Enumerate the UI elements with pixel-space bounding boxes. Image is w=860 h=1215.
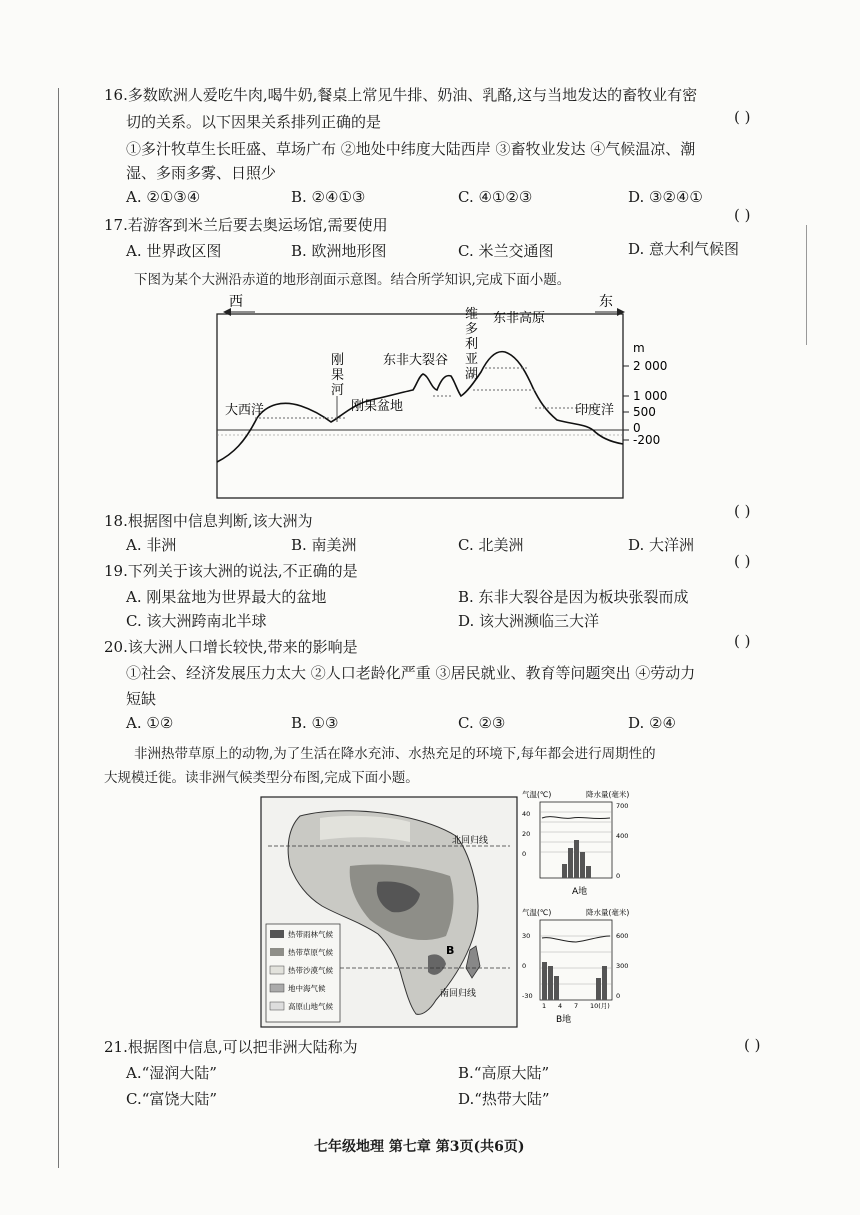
tropic-north-label: 北回归线 <box>452 836 489 846</box>
chart-b-month: 4 <box>558 1002 563 1010</box>
congo-basin-label: 刚果盆地 <box>351 399 404 414</box>
q21-option-a[interactable]: A.“湿润大陆” <box>126 1064 217 1082</box>
legend-swatch-desert <box>270 966 284 974</box>
q19-option-b[interactable]: B. 东非大裂谷是因为板块张裂而成 <box>458 588 689 606</box>
legend-swatch-savanna <box>270 948 284 956</box>
chart-b-bar <box>596 978 601 1000</box>
q18-answer-paren[interactable]: ( ) <box>734 502 751 520</box>
legend-swatch-highland <box>270 1002 284 1010</box>
q20-option-b[interactable]: B. ①③ <box>291 714 339 732</box>
q16-option-b[interactable]: B. ②④①③ <box>291 188 366 206</box>
chart-a-temp-label: 气温(℃) <box>522 790 552 799</box>
terrain-profile-line <box>217 352 623 462</box>
chart-b-tick: -30 <box>522 992 533 1000</box>
legend-label-mediterranean: 地中海气候 <box>288 984 326 993</box>
chart-b-month: 1 <box>542 1002 547 1010</box>
chart-a-tick: 0 <box>616 872 621 880</box>
plateau-label: 东非高原 <box>493 311 546 326</box>
chart-b-tick: 300 <box>616 962 629 970</box>
q17-option-a[interactable]: A. 世界政区图 <box>126 242 222 260</box>
q18-option-c[interactable]: C. 北美洲 <box>458 536 524 554</box>
q21-option-d[interactable]: D.“热带大陆” <box>458 1090 550 1108</box>
scan-edge <box>806 225 807 345</box>
q18-stem: 18.根据图中信息判断,该大洲为 <box>104 512 313 530</box>
east-arrow-head <box>617 308 625 316</box>
q16-option-d[interactable]: D. ③②④① <box>628 188 703 206</box>
q21-answer-paren[interactable]: ( ) <box>744 1036 761 1054</box>
climate-chart-a <box>520 788 640 898</box>
climate-chart-b <box>520 906 640 1026</box>
unit-label: m <box>633 341 645 355</box>
chart-a-bar <box>574 840 579 878</box>
q17-option-b[interactable]: B. 欧洲地形图 <box>291 242 387 260</box>
q20-stem: 20.该大洲人口增长较快,带来的影响是 <box>104 638 358 656</box>
tropic-south-label: 南回归线 <box>440 989 477 999</box>
atlantic-label: 大西洋 <box>225 403 265 418</box>
profile-intro: 下图为某个大洲沿赤道的地形剖面示意图。结合所学知识,完成下面小题。 <box>134 272 571 288</box>
rift-label: 东非大裂谷 <box>383 353 449 368</box>
legend-label-highland: 高原山地气候 <box>288 1002 333 1011</box>
chart-b-precip-label: 降水量(毫米) <box>586 908 630 917</box>
q17-answer-paren[interactable]: ( ) <box>734 206 751 224</box>
q21-option-c[interactable]: C.“富饶大陆” <box>126 1090 218 1108</box>
tick-label-1000: 1 000 <box>633 389 668 403</box>
congo-river-label: 刚果河 <box>331 353 345 398</box>
chart-b-tick: 0 <box>616 992 621 1000</box>
q19-option-d[interactable]: D. 该大洲濒临三大洋 <box>458 612 600 630</box>
q20-option-c[interactable]: C. ②③ <box>458 714 506 732</box>
q16-stem-line2: 切的关系。以下因果关系排列正确的是 <box>126 113 382 131</box>
q17-option-c[interactable]: C. 米兰交通图 <box>458 242 554 260</box>
chart-b-tick: 600 <box>616 932 629 940</box>
q20-option-d[interactable]: D. ②④ <box>628 714 676 732</box>
chart-a-tick: 400 <box>616 832 629 840</box>
chart-a-precip-label: 降水量(毫米) <box>586 790 630 799</box>
q17-option-d[interactable]: D. 意大利气候图 <box>628 240 740 258</box>
topographic-profile-figure <box>205 292 675 500</box>
q18-option-d[interactable]: D. 大洋洲 <box>628 536 695 554</box>
west-label: 西 <box>229 294 243 310</box>
indian-label: 印度洋 <box>575 403 615 418</box>
profile-frame <box>217 314 623 498</box>
climate-intro-line1: 非洲热带草原上的动物,为了生活在降水充沛、水热充足的环境下,每年都会进行周期性的 <box>134 746 656 762</box>
q20-option-a[interactable]: A. ①② <box>126 714 174 732</box>
q20-factors-line1: ①社会、经济发展压力太大 ②人口老龄化严重 ③居民就业、教育等问题突出 ④劳动力 <box>126 664 696 682</box>
victoria-label: 维多利亚湖 <box>465 307 479 382</box>
chart-a-bar <box>580 852 585 878</box>
tick-label-500: 500 <box>633 405 656 419</box>
tick-label-neg200: -200 <box>633 433 661 447</box>
legend-label-rainforest: 热带雨林气候 <box>288 930 333 939</box>
chart-b-title: B地 <box>556 1015 572 1025</box>
q21-stem: 21.根据图中信息,可以把非洲大陆称为 <box>104 1038 358 1056</box>
q17-stem: 17.若游客到米兰后要去奥运场馆,需要使用 <box>104 216 388 234</box>
binding-edge <box>58 88 59 1168</box>
q19-answer-paren[interactable]: ( ) <box>734 552 751 570</box>
q18-option-b[interactable]: B. 南美洲 <box>291 536 357 554</box>
legend-label-desert: 热带沙漠气候 <box>288 966 333 975</box>
chart-b-bar <box>548 966 553 1000</box>
q16-factors-line1: ①多汁牧草生长旺盛、草场广布 ②地处中纬度大陆西岸 ③畜牧业发达 ④气候温凉、潮 <box>126 140 696 158</box>
chart-a-tick: 40 <box>522 810 531 818</box>
q21-option-b[interactable]: B.“高原大陆” <box>458 1064 550 1082</box>
chart-b-month: 7 <box>574 1002 579 1010</box>
africa-climate-map <box>260 796 518 1028</box>
q20-factors-line2: 短缺 <box>126 690 157 708</box>
chart-a-bar <box>568 848 573 878</box>
chart-b-tick: 0 <box>522 962 527 970</box>
q20-answer-paren[interactable]: ( ) <box>734 632 751 650</box>
chart-b-temp-label: 气温(℃) <box>522 908 552 917</box>
tick-label-2000: 2 000 <box>633 359 668 373</box>
q16-factors-line2: 湿、多雨多雾、日照少 <box>126 164 277 182</box>
legend-swatch-rainforest <box>270 930 284 938</box>
point-b-label: B <box>446 944 455 957</box>
legend-swatch-mediterranean <box>270 984 284 992</box>
page-footer: 七年级地理 第七章 第3页(共6页) <box>314 1139 525 1155</box>
chart-b-bar <box>542 962 547 1000</box>
q18-option-a[interactable]: A. 非洲 <box>126 536 177 554</box>
chart-b-month: 10(月) <box>590 1002 610 1010</box>
q16-option-a[interactable]: A. ②①③④ <box>126 188 201 206</box>
q16-stem-line1: 16.多数欧洲人爱吃牛肉,喝牛奶,餐桌上常见牛排、奶油、乳酪,这与当地发达的畜牧业有密 <box>104 86 698 104</box>
chart-b-tick: 30 <box>522 932 531 940</box>
legend-label-savanna: 热带草原气候 <box>288 948 333 957</box>
chart-a-title: A地 <box>572 887 588 897</box>
climate-intro-line2: 大规模迁徙。读非洲气候类型分布图,完成下面小题。 <box>104 770 419 786</box>
chart-a-tick: 700 <box>616 802 629 810</box>
chart-b-bar <box>602 966 607 1000</box>
q19-stem: 19.下列关于该大洲的说法,不正确的是 <box>104 562 358 580</box>
q16-option-c[interactable]: C. ④①②③ <box>458 188 533 206</box>
q16-answer-paren[interactable]: ( ) <box>734 108 751 126</box>
east-label: 东 <box>599 294 613 310</box>
tick-label-0: 0 <box>633 421 641 435</box>
chart-a-bar <box>586 866 591 878</box>
q19-option-a[interactable]: A. 刚果盆地为世界最大的盆地 <box>126 588 327 606</box>
chart-b-bar <box>554 976 559 1000</box>
q19-option-c[interactable]: C. 该大洲跨南北半球 <box>126 612 267 630</box>
chart-a-tick: 0 <box>522 850 527 858</box>
chart-a-tick: 20 <box>522 830 531 838</box>
chart-a-bar <box>562 864 567 878</box>
